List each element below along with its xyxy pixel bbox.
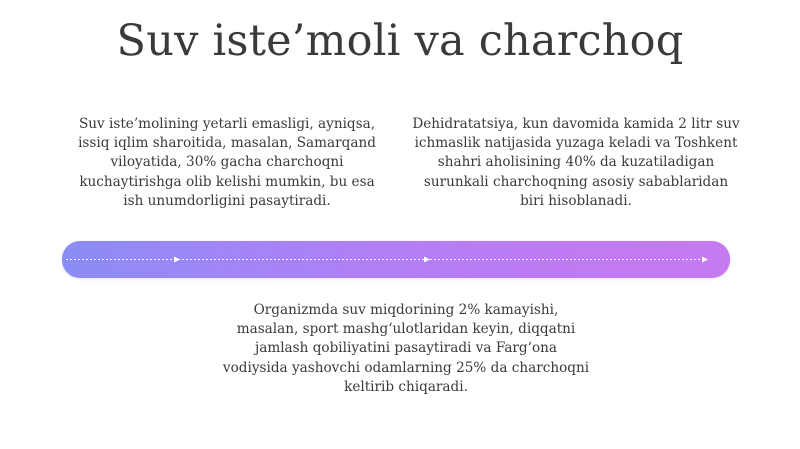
text-block-right: Dehidratatsiya, kun davomida kamida 2 litr suv ichmaslik natijasida yuzaga keladi va Toshkent shahri aholisining 40% da kuzatiladigan surunkali charchoqning asosiy sabablaridan biri hisoblanadi. [412, 116, 740, 209]
arrow-right-icon [702, 257, 708, 263]
arrow-right-icon [424, 257, 430, 263]
text-block-bottom: Organizmda suv miqdorining 2% kamayishi, masalan, sport mashg‘ulotlaridan keyin, diqqatni jamlash qobiliyatini pasaytiradi va Farg‘ona vodiysida yashovchi odamlarning 25% da charchoqni keltirib chiqaradi. [222, 302, 590, 395]
timeline-arrow-line [62, 241, 730, 278]
timeline-bar [62, 241, 730, 278]
slide-title: Suv iste’moli va charchoq [116, 16, 684, 66]
arrow-right-icon [174, 257, 180, 263]
text-block-left: Suv iste’molining yetarli emasligi, ayniqsa, issiq iqlim sharoitida, masalan, Samarqand viloyatida, 30% gacha charchoqni kuchaytirishga olib kelishi mumkin, bu esa ish unumdorligini pasaytiradi. [78, 116, 376, 209]
